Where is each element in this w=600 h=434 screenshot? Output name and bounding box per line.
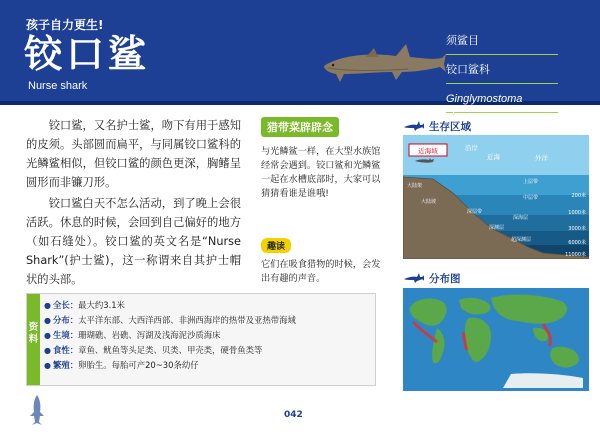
side-note-text: 与光鳞鲨一样，在大型水族馆经常会遇到。铰口鲨和光鳞鲨一起在水槽底部时，大家可以猜猜看谁是谁哦! (261, 146, 381, 199)
main-description (26, 116, 241, 289)
habitat-depth-1: 1000米 (568, 210, 586, 216)
habitat-label-slope: 大陆坡 (421, 199, 437, 205)
habitat-label-shelf: 大陆架 (407, 183, 423, 189)
description-paragraph-2: 铰口鲨白天不怎么活动，到了晚上会很活跃。休息的时候，会回到自己偏好的地方（如石缝处）。铰口鲨的英文名是“Nurse Shark”(护士鲨)，这一称谓来自其护士帽状的头部。 (26, 197, 241, 286)
species-info-box (26, 293, 376, 386)
habitat-label-upper: 上层带 (523, 179, 539, 185)
fun-fact-text: 它们在吸食猎物的时候，会发出有趣的声音。 (261, 259, 381, 284)
shark-icon (403, 120, 425, 132)
habitat-label-highlight: 近海域 (418, 147, 438, 155)
habitat-depth-0: 200米 (571, 193, 586, 199)
habitat-label-middle: 中层带 (523, 195, 539, 201)
taxonomy-family: 铰口鲨科 (446, 61, 558, 84)
habitat-label-hadal: 超深渊层 (511, 237, 532, 243)
info-side-label-2: 料 (28, 334, 39, 345)
habitat-label-nearshore: 近海 (487, 153, 500, 161)
info-side-label (27, 294, 40, 385)
info-row-reproduction: ● 繁殖：卵胎生。每胎可产20~30条幼仔 (44, 360, 199, 370)
habitat-depth-2: 3000米 (568, 226, 586, 232)
habitat-depth-3: 6000米 (568, 240, 586, 246)
habitat-section (403, 118, 589, 134)
habitat-label-deeper: 深海层 (513, 215, 529, 221)
habitat-label-abyss: 深渊层 (489, 225, 505, 231)
habitat-label-deep: 深层带 (467, 209, 483, 215)
habitat-heading (403, 118, 589, 134)
fun-fact-label: 趣读 (261, 238, 291, 253)
habitat-diagram (403, 135, 589, 259)
description-paragraph-1: 铰口鲨，又名护士鲨，吻下有用于感知的皮须。头部圆而扁平，与同属铰口鲨科的光鳞鲨相似，但铰口鲨的颜色更深，胸鳍呈圆形而非镰刀形。 (26, 119, 241, 189)
nurse-shark-illustration (318, 38, 448, 88)
taxonomy-panel (446, 32, 558, 123)
page-number: 042 (284, 410, 303, 420)
distribution-section (403, 270, 461, 286)
taxonomy-latin: Ginglymostoma cirratum (446, 90, 558, 113)
page-subtitle: 孩子自力更生! (26, 18, 104, 32)
habitat-label-offshore: 外洋 (535, 154, 548, 162)
distribution-map (403, 288, 589, 391)
footer-shark-icon (28, 394, 46, 426)
info-list (44, 298, 374, 373)
info-row-length: ● 全长：最大约3.1米 (44, 300, 125, 310)
habitat-title: 生存区域 (429, 120, 471, 133)
page-title: 铰口鲨 (24, 32, 151, 76)
side-note-heading: 猎带菜辟辟念 (261, 117, 339, 137)
info-row-diet: ● 食性：章鱼、鱿鱼等头足类、贝类、甲壳类，硬骨鱼类等 (44, 345, 263, 355)
distribution-title: 分布图 (429, 272, 461, 285)
distribution-heading (403, 270, 461, 286)
info-row-habitat: ● 生境：珊瑚礁、岩礁、泻湖及浅海泥沙质海床 (44, 330, 221, 340)
fun-fact (261, 234, 381, 286)
habitat-depth-4: 11000米 (565, 252, 586, 258)
info-row-distribution: ● 分布：太平洋东部、大西洋西部、非洲西海岸的热带及亚热带海域 (44, 315, 296, 325)
taxonomy-order: 须鲨目 (446, 32, 558, 55)
english-name: Nurse shark (28, 80, 88, 92)
info-side-label-1: 资 (28, 322, 39, 333)
shark-icon (403, 272, 425, 284)
side-note (261, 116, 381, 201)
habitat-label-coastal: 沿岸 (465, 144, 478, 152)
